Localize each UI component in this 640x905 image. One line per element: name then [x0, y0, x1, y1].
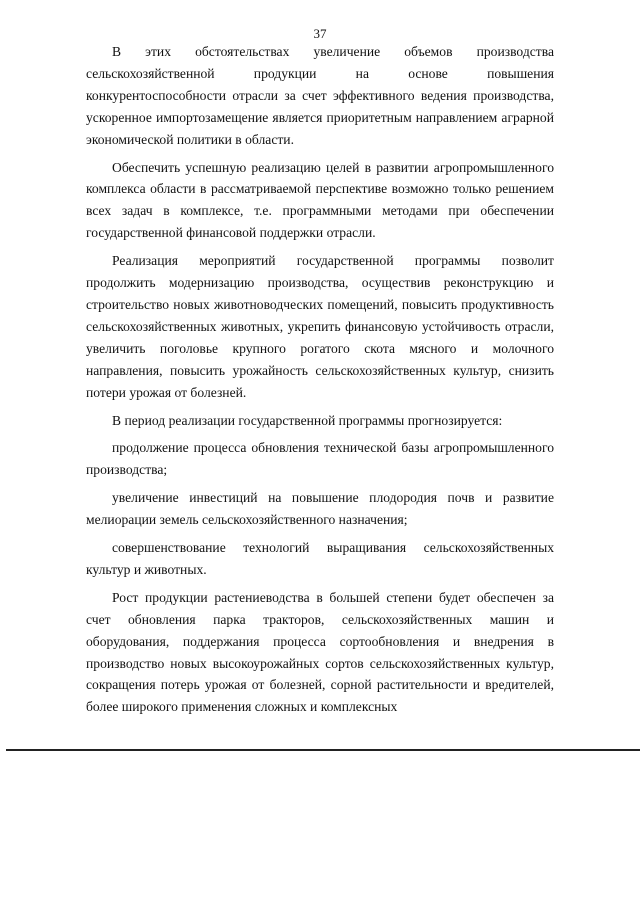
forecast-item-technologies: совершенствование технологий выращивания сельскохозяйственных культур и животных. [86, 540, 554, 577]
document-body [86, 41, 554, 724]
bottom-divider-line [6, 749, 640, 751]
paragraph-program-results: Реализация мероприятий государственной программы позволит продолжить модернизацию производства, осуществив реконструкцию и строительство новых животноводческих помещений, повысить продуктивность сельскохозяйственных животных, укрепить финансовую устойчивость отрасли, увеличить поголовье крупного рогатого скота мясного и молочного направления, повысить урожайность сельскохозяйственных культур, снизить потери урожая от болезней. [86, 253, 554, 400]
paragraph-forecast-intro: В период реализации государственной программы прогнозируется: [112, 412, 503, 428]
forecast-item-technical-base: продолжение процесса обновления технической базы агропромышленного производства; [86, 440, 554, 478]
paragraph-priority: В этих обстоятельствах увеличение объемов производства сельскохозяйственной продукции на основе повышения конкурентоспособности отрасли за счет эффективного ведения производства, ускоренное импортозамещение является приоритетным направлением аграрной экономической политики в области. [86, 44, 554, 147]
paragraph-crop-growth: Рост продукции растениеводства в большей степени будет обеспечен за счет обновления парка тракторов, сельскохозяйственных машин и оборудования, поддержания процесса сортообновления и внедрения в производство новых высокоурожайных сортов сельскохозяйственных культур, сокращения потерь урожая от болезней, сорной растительности и вредителей, более широкого применения сложных и комплексных [86, 589, 554, 715]
page-number: 37 [313, 26, 327, 41]
paragraph-program-methods: Обеспечить успешную реализацию целей в развитии агропромышленного комплекса области в рассматриваемой перспективе возможно только решением всех задач в комплексе, т.е. программными методами при обеспечении государственной финансовой поддержки отрасли. [86, 159, 554, 241]
forecast-item-investments: увеличение инвестиций на повышение плодородия почв и развитие мелиорации земель сельскохозяйственного назначения; [86, 490, 554, 528]
